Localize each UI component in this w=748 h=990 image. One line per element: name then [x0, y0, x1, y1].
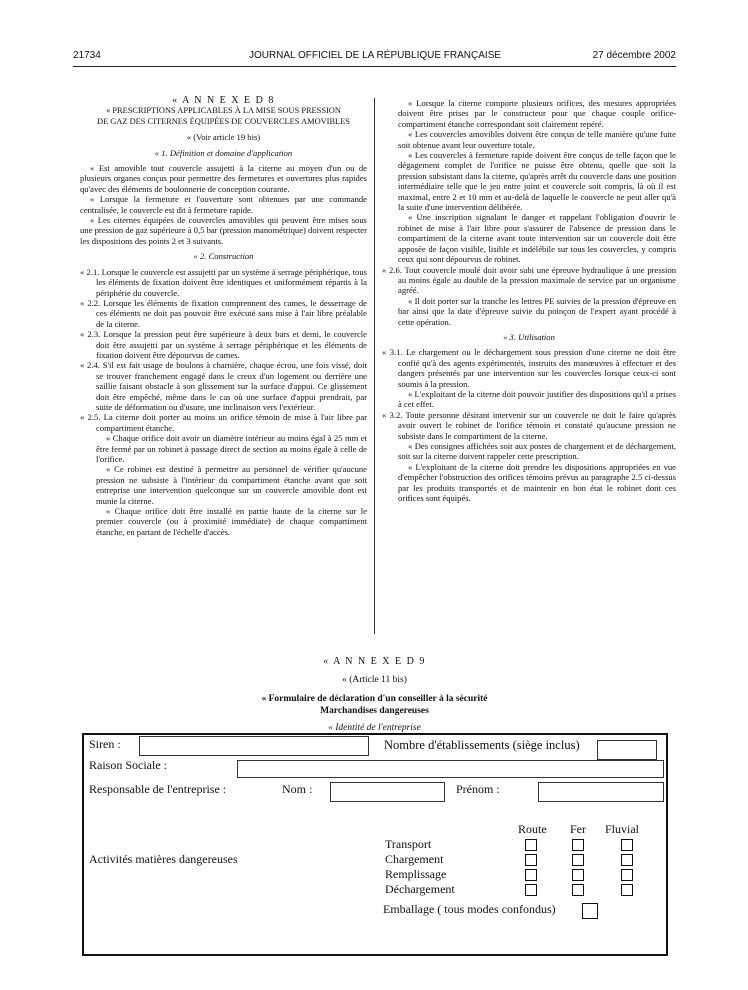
- activites-label: Activités matières dangereuses: [89, 852, 238, 866]
- checkbox-chargement-route[interactable]: [525, 854, 537, 866]
- annex-d9-article: « (Article 11 bis): [342, 675, 407, 685]
- annex-d8-subtitle-1: « PRESCRIPTIONS APPLICABLES À LA MISE SOUS PRESSION: [106, 106, 341, 116]
- paragraph: « L'exploitant de la citerne doit pouvoir justifier des dispositions qu'il a prises à cet effet.: [398, 388, 676, 410]
- form-subtitle: Marchandises dangereuses: [320, 706, 429, 716]
- section-3-title: « 3. Utilisation: [503, 331, 555, 342]
- paragraph: « Les couvercles amovibles doivent être conçus de telle manière qu'une fuite soit obtenue avant leur ouverture totale.: [398, 129, 676, 150]
- item-2-5: « 2.5. La citerne doit porter au moins un orifice témoin de mise à l'air libre par compartiment étanche.: [80, 412, 367, 433]
- column-divider: [374, 98, 375, 634]
- declaration-form: [82, 733, 668, 956]
- paragraph: « Lorsque la fermeture et l'ouverture sont obtenues par une commande centralisée, le couvercle est dit à fermeture rapide.: [80, 194, 367, 215]
- nb-etablissements-field[interactable]: [597, 740, 657, 760]
- section-1-title: « 1. Définition et domaine d'application: [154, 147, 293, 158]
- checkbox-transport-fluvial[interactable]: [621, 839, 633, 851]
- paragraph: « Est amovible tout couvercle assujetti à la citerne au moyen d'un ou de plusieurs organes conçus pour permettre des fermetures et ouvertures plus rapides qu'avec des éléments de boulonnerie de conception courante.: [80, 163, 367, 194]
- item-3-2: « 3.2. Toute personne désirant intervenir sur un couvercle ne doit le faire qu'après avoir ouvert le robinet de l'orifice témoin et constaté qu'aucune pression ne subsiste dans le compartiment de la citerne.: [382, 409, 676, 441]
- siren-field[interactable]: [139, 736, 369, 756]
- checkbox-transport-route[interactable]: [525, 839, 537, 851]
- checkbox-dechargement-fluvial[interactable]: [621, 884, 633, 896]
- paragraph: « L'exploitant de la citerne doit prendre les dispositions appropriées en vue d'empêcher l'obstruction des orifices témoins prévus au paragraphe 2.5 ci-dessus par les produits transportés et de maintenir en bon état le robinet dont ces orifices sont équipés.: [398, 461, 676, 504]
- checkbox-remplissage-fluvial[interactable]: [621, 869, 633, 881]
- paragraph: « Chaque orifice doit être installé en partie haute de la citerne sur le premier couvercle (ou à proximité immédiate) de chaque compartiment étanche, en partant de l'échelle d'accès.: [96, 506, 367, 537]
- page-date: 27 décembre 2002: [592, 50, 676, 61]
- paragraph: « Il doit porter sur la tranche les lettres PE suivies de la pression d'épreuve en bar ainsi que la date d'épreuve suivie du poinçon de l'expert ayant procédé à cette opération.: [398, 295, 676, 327]
- paragraph: « Chaque orifice doit avoir un diamètre intérieur au moins égal à 25 mm et être fermé par un robinet à passage direct de section au moins égale à celle de l'orifice.: [96, 433, 367, 464]
- raison-sociale-field[interactable]: [237, 760, 664, 778]
- paragraph: « Une inscription signalant le danger et rappelant l'obligation d'ouvrir le robinet de mise à l'air libre pour s'assurer de l'absence de pression dans le compartiment de la citerne avant toute intervention sur un couvercle doit être apposée de façon visible, lisible et indélébile sur tous les couvercles, y compris ceux qui sont dépourvus de robinet.: [398, 212, 676, 265]
- header-rule: [73, 66, 676, 67]
- section-2-title: « 2. Construction: [193, 251, 254, 262]
- journal-title: JOURNAL OFFICIEL DE LA RÉPUBLIQUE FRANÇAISE: [248, 50, 502, 61]
- item-2-3: « 2.3. Lorsque la pression peut être supérieure à deux bars et demi, le couvercle doit être assujetti par un système à serrage périphérique et les éléments de fixation doivent être dépourvus de cames.: [80, 329, 367, 360]
- item-3-1: « 3.1. Le chargement ou le déchargement sous pression d'une citerne ne doit être confié qu'à des agents expérimentés, instruits des manœuvres à effectuer et des dangers présentés par une intervention sur les couvercles lorsque ceux-ci sont soumis à la pression.: [382, 347, 676, 389]
- item-2-6: « 2.6. Tout couvercle moulé doit avoir subi une épreuve hydraulique à une pression au moins égale au double de la pression maximale de service par un organisme agréé.: [382, 264, 676, 296]
- prenom-field[interactable]: [538, 782, 664, 802]
- dechargement-label: Déchargement: [385, 882, 455, 896]
- form-section-title: « Identité de l'entreprise: [328, 723, 421, 733]
- annex-d9-title: « A N N E X E D 9: [323, 656, 426, 667]
- form-title: « Formulaire de déclaration d'un conseiller à la sécurité: [261, 694, 488, 704]
- annex-d8-subtitle-2: DE GAZ DES CITERNES ÉQUIPÉES DE COUVERCLES AMOVIBLES: [97, 116, 350, 126]
- page-number: 21734: [73, 50, 101, 61]
- chargement-label: Chargement: [385, 852, 444, 866]
- paragraph: « Les couvercles à fermeture rapide doivent être conçus de telle façon que le dégagement complet de l'orifice ne puisse être obtenu, quelle que soit la pression subsistant dans la citerne, qu'après arrêt du couvercle dans une position intermédiaire telle que le jeu entre joint et couvercle soit compris, là où il est maximal, entre 2 et 10 mm et au-delà de laquelle le couvercle ne peut aller qu'à la suite d'une intervention délibérée.: [398, 150, 676, 213]
- remplissage-label: Remplissage: [385, 867, 447, 881]
- voir-article: « (Voir article 19 bis): [186, 132, 261, 143]
- column-route: Route: [518, 822, 547, 836]
- checkbox-transport-fer[interactable]: [572, 839, 584, 851]
- checkbox-emballage[interactable]: [582, 903, 598, 919]
- checkbox-chargement-fluvial[interactable]: [621, 854, 633, 866]
- column-fer: Fer: [570, 822, 586, 836]
- checkbox-dechargement-fer[interactable]: [572, 884, 584, 896]
- raison-sociale-label: Raison Sociale :: [89, 758, 167, 772]
- left-column: [80, 96, 367, 537]
- right-column: [382, 98, 676, 503]
- annex-d8-title: « A N N E X E D 8: [172, 95, 275, 106]
- transport-label: Transport: [385, 837, 432, 851]
- item-2-4: « 2.4. S'il est fait usage de boulons à charnière, chaque écrou, une fois vissé, doit se trouver franchement engagé dans le creux d'un logement ou derrière une saillie faisant obstacle à son glissement sur la surface d'appui. Ce glissement doit être empêché, même dans le cas où une surface d'appui prendrait, par suite de déformation ou d'usure, une inclinaison vers l'extérieur.: [80, 360, 367, 412]
- checkbox-remplissage-route[interactable]: [525, 869, 537, 881]
- responsable-label: Responsable de l'entreprise :: [89, 782, 227, 796]
- paragraph: « Des consignes affichées soit aux postes de chargement et de déchargement, soit sur la citerne doivent rappeler cette prescription.: [398, 441, 676, 462]
- checkbox-chargement-fer[interactable]: [572, 854, 584, 866]
- prenom-label: Prénom :: [456, 782, 500, 796]
- item-2-1: « 2.1. Lorsque le couvercle est assujetti par un système à serrage périphérique, tous les éléments de fixation doivent être identiques et uniformément répartis à la périphérie du couvercle.: [80, 266, 367, 298]
- paragraph: « Ce robinet est destiné à permettre au personnel de vérifier qu'aucune pression ne subsiste à l'intérieur du compartiment étanche avant que soit entreprise une intervention quelconque sur un couvercle amovible dont est munie la citerne.: [96, 464, 367, 506]
- item-2-2: « 2.2. Lorsque les éléments de fixation comprennent des cames, le desserrage de ces éléments ne doit pas pouvoir être exécuté sans mise à l'air libre préalable de la citerne.: [80, 297, 367, 329]
- checkbox-remplissage-fer[interactable]: [572, 869, 584, 881]
- nom-label: Nom :: [282, 782, 313, 796]
- paragraph: « Lorsque la citerne comporte plusieurs orifices, des mesures appropriées doivent être prises par le constructeur pour que chaque couple orifice-compartiment étanche correspondant soit clairement repéré.: [398, 98, 676, 129]
- paragraph: « Les citernes équipées de couvercles amovibles qui peuvent être mises sous une pression de gaz supérieure à 0,5 bar (pression manométrique) doivent respecter les dispositions des points 2 et 3 suivants.: [80, 215, 367, 246]
- column-fluvial: Fluvial: [605, 822, 640, 836]
- nb-etablissements-label: Nombre d'établissements (siège inclus): [384, 738, 580, 752]
- siren-label: Siren :: [89, 737, 121, 751]
- nom-field[interactable]: [330, 782, 445, 802]
- checkbox-dechargement-route[interactable]: [525, 884, 537, 896]
- emballage-label: Emballage ( tous modes confondus): [383, 902, 556, 916]
